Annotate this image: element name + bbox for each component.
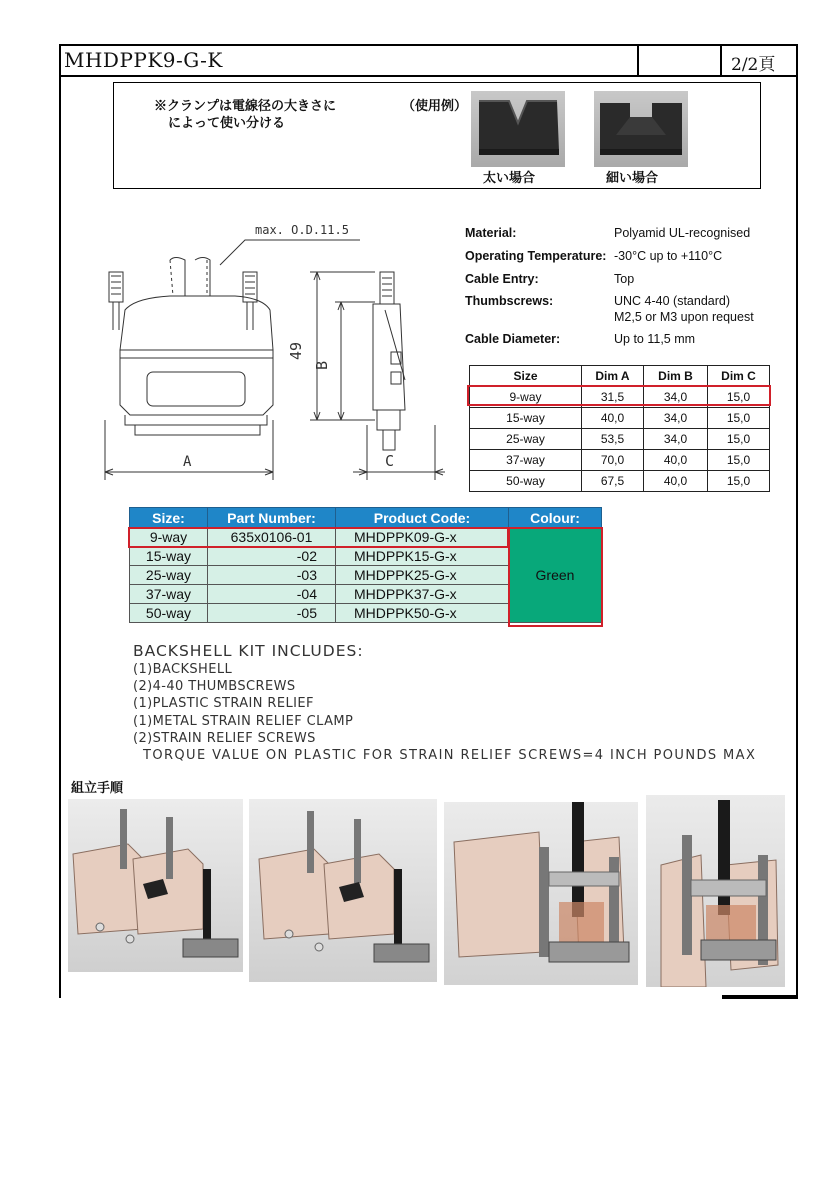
assembly-step-2-image [249, 799, 437, 982]
table-cell: 15-way [130, 547, 208, 566]
table-cell: 25-way [130, 566, 208, 585]
dim-b-label: B [313, 360, 331, 370]
assembly-label: 組立手順 [71, 780, 124, 795]
caption-large-cable: 太い場合 [483, 170, 536, 185]
kit-item: (1)METAL STRAIN RELIEF CLAMP [133, 713, 354, 729]
max-od-label: max. O.D.11.5 [255, 223, 349, 237]
table-cell: 37-way [130, 585, 208, 604]
clamp-photo-small [594, 91, 688, 167]
title-divider [637, 44, 639, 75]
table-cell: 9-way [470, 387, 582, 408]
title-divider [720, 44, 722, 75]
table-row [470, 471, 770, 492]
kit-item: (2)4-40 THUMBSCREWS [133, 679, 296, 695]
table-cell: MHDPPK50-G-x [336, 604, 509, 623]
column-header: Size: [130, 508, 208, 528]
kit-item: (2)STRAIN RELIEF SCREWS [133, 730, 316, 746]
table-cell: 40,0 [644, 450, 708, 471]
clamp-note [154, 97, 336, 131]
assembly-step-3-image [444, 802, 638, 985]
table-cell: -02 [208, 547, 336, 566]
table-cell: -03 [208, 566, 336, 585]
spec-value: UNC 4-40 (standard) [614, 294, 731, 308]
table-cell: 34,0 [644, 429, 708, 450]
spec-value: Polyamid UL-recognised [614, 226, 751, 240]
clamp-usage-panel [113, 82, 761, 189]
spec-value: -30°C up to +110°C [614, 249, 723, 263]
table-cell: -05 [208, 604, 336, 623]
spec-value-continued: M2,5 or M3 upon request [614, 310, 754, 324]
column-header: Dim C [708, 366, 770, 387]
column-header: Part Number: [208, 508, 336, 528]
table-cell: 50-way [470, 471, 582, 492]
spec-label: Cable Diameter: [465, 332, 561, 346]
table-row [470, 429, 770, 450]
spec-label: Material: [465, 226, 517, 240]
table-cell: 9-way [130, 528, 208, 547]
dim-49-label: 49 [287, 341, 305, 360]
column-header: Dim A [582, 366, 644, 387]
table-cell: 635x0106-01 [208, 528, 336, 547]
table-cell: 50-way [130, 604, 208, 623]
table-cell: 34,0 [644, 387, 708, 408]
dim-a-label: A [183, 454, 192, 470]
table-cell: 70,0 [582, 450, 644, 471]
torque-note: TORQUE VALUE ON PLASTIC FOR STRAIN RELIEF SCREWS=4 INCH POUNDS MAX [143, 748, 757, 764]
table-cell: 25-way [470, 429, 582, 450]
spec-label: Thumbscrews: [465, 294, 554, 308]
table-row [470, 450, 770, 471]
table-cell: 15,0 [708, 429, 770, 450]
table-cell: 31,5 [582, 387, 644, 408]
table-cell: MHDPPK37-G-x [336, 585, 509, 604]
table-cell: 15,0 [708, 471, 770, 492]
caption-small-cable: 細い場合 [606, 170, 659, 185]
colour-cell: Green [509, 528, 602, 623]
spec-label: Operating Temperature: [465, 249, 607, 263]
table-cell: MHDPPK25-G-x [336, 566, 509, 585]
page-corner-mark [722, 995, 798, 999]
table-cell: 40,0 [644, 471, 708, 492]
clamp-note-line: によって使い分ける [168, 115, 286, 130]
table-cell: 53,5 [582, 429, 644, 450]
table-cell: -04 [208, 585, 336, 604]
column-header: Dim B [644, 366, 708, 387]
spec-label: Cable Entry: [465, 272, 539, 286]
table-cell: 67,5 [582, 471, 644, 492]
table-header-row [130, 508, 602, 528]
colour-highlight [508, 527, 603, 627]
table-cell: 15,0 [708, 450, 770, 471]
column-header: Colour: [509, 508, 602, 528]
usage-example-label: （使用例） [402, 98, 468, 113]
assembly-step-1-image [68, 799, 243, 972]
document-title: MHDPPK9-G-K [64, 48, 223, 72]
dim-c-label: C [385, 452, 395, 470]
table-cell: MHDPPK09-G-x [336, 528, 509, 547]
table-header-row [470, 366, 770, 387]
column-header: Product Code: [336, 508, 509, 528]
kit-item: (1)PLASTIC STRAIN RELIEF [133, 696, 314, 712]
table-cell: 40,0 [582, 408, 644, 429]
column-header: Size [470, 366, 582, 387]
kit-heading: BACKSHELL KIT INCLUDES: [133, 642, 364, 660]
table-cell: 15,0 [708, 408, 770, 429]
clamp-photo-large [471, 91, 565, 167]
kit-contents [133, 642, 756, 764]
table-cell: MHDPPK15-G-x [336, 547, 509, 566]
page-number: 2/2頁 [731, 55, 776, 75]
backshell-drawing [95, 210, 445, 490]
table-cell: 34,0 [644, 408, 708, 429]
table-cell: 15,0 [708, 387, 770, 408]
table-cell: 15-way [470, 408, 582, 429]
selected-row-highlight [467, 385, 771, 406]
table-cell: 37-way [470, 450, 582, 471]
kit-item: (1)BACKSHELL [133, 662, 233, 677]
assembly-step-4-image [646, 795, 785, 987]
spec-value: Top [614, 272, 635, 286]
spec-value: Up to 11,5 mm [614, 332, 696, 346]
selected-row-highlight [128, 527, 509, 548]
table-row [470, 408, 770, 429]
clamp-note-line: ※クランプは電線径の大きさに [154, 98, 337, 113]
title-bar [59, 44, 798, 77]
